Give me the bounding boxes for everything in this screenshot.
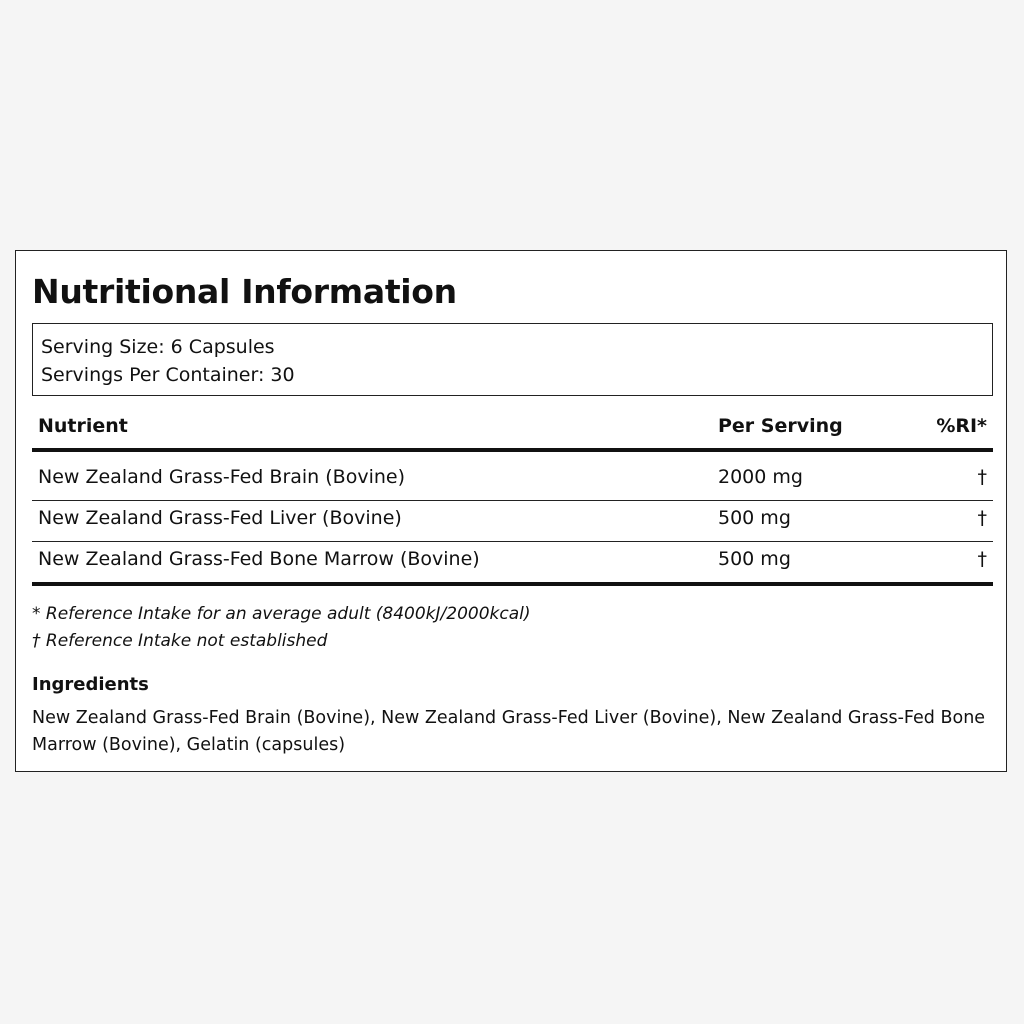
servings-per-container: Servings Per Container: 30 [41,364,295,386]
header-ri: %RI* [936,415,987,437]
ingredients-text: New Zealand Grass-Fed Brain (Bovine), New Zealand Grass-Fed Liver (Bovine), New Zealand Grass-Fed Bone Marrow (Bovine), Gelatin (capsules) [32,708,986,755]
nutrient-table [32,413,993,586]
nutrient-ri: † [977,548,987,570]
nutrient-ri: † [977,507,987,529]
nutrient-name: New Zealand Grass-Fed Brain (Bovine) [38,466,405,488]
header-nutrient: Nutrient [38,415,128,437]
footnotes [32,601,531,655]
serving-info-box [32,323,993,396]
table-header-row [32,413,993,452]
ingredients-heading: Ingredients [32,674,149,695]
nutrient-name: New Zealand Grass-Fed Bone Marrow (Bovine) [38,548,480,570]
nutrient-name: New Zealand Grass-Fed Liver (Bovine) [38,507,402,529]
nutrition-panel [15,250,1007,772]
nutrient-amount: 2000 mg [718,466,803,488]
table-row [32,501,993,542]
nutrient-amount: 500 mg [718,548,791,570]
table-row [32,542,993,586]
footnote-reference-intake: * Reference Intake for an average adult (8400kJ/2000kcal) [32,604,531,624]
header-per-serving: Per Serving [718,415,843,437]
footnote-not-established: † Reference Intake not established [32,631,328,651]
nutrient-ri: † [977,466,987,488]
table-row [32,460,993,501]
serving-size: Serving Size: 6 Capsules [41,336,275,358]
panel-title: Nutritional Information [32,272,457,311]
nutrient-amount: 500 mg [718,507,791,529]
